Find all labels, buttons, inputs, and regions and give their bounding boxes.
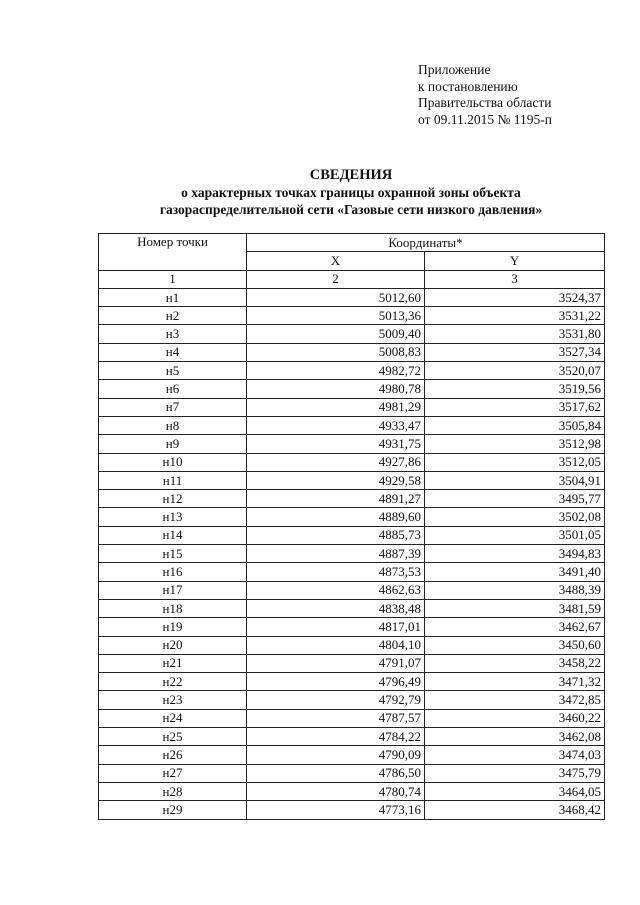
x-coordinate-cell: 4838,48 bbox=[247, 599, 425, 617]
y-coordinate-cell: 3468,42 bbox=[425, 801, 605, 819]
y-coordinate-cell: 3512,98 bbox=[425, 435, 605, 453]
table-row bbox=[99, 508, 605, 526]
point-number-cell: н28 bbox=[99, 782, 247, 800]
table-row bbox=[99, 380, 605, 398]
x-coordinate-cell: 4982,72 bbox=[247, 362, 425, 380]
x-coordinate-cell: 4784,22 bbox=[247, 728, 425, 746]
y-coordinate-cell: 3472,85 bbox=[425, 691, 605, 709]
x-coordinate-cell: 4980,78 bbox=[247, 380, 425, 398]
y-coordinate-cell: 3464,05 bbox=[425, 782, 605, 800]
y-coordinate-cell: 3460,22 bbox=[425, 709, 605, 727]
y-coordinate-cell: 3471,32 bbox=[425, 673, 605, 691]
y-coordinate-cell: 3531,80 bbox=[425, 325, 605, 343]
x-coordinate-cell: 4786,50 bbox=[247, 764, 425, 782]
table-row bbox=[99, 599, 605, 617]
table-row bbox=[99, 490, 605, 508]
point-number-cell: н21 bbox=[99, 654, 247, 672]
point-number-cell: н14 bbox=[99, 526, 247, 544]
column-number: 2 bbox=[247, 270, 425, 288]
table-row bbox=[99, 782, 605, 800]
table-row bbox=[99, 471, 605, 489]
x-coordinate-cell: 5009,40 bbox=[247, 325, 425, 343]
x-coordinate-cell: 4804,10 bbox=[247, 636, 425, 654]
y-coordinate-cell: 3488,39 bbox=[425, 581, 605, 599]
table-row bbox=[99, 709, 605, 727]
x-coordinate-cell: 4787,57 bbox=[247, 709, 425, 727]
y-coordinate-cell: 3501,05 bbox=[425, 526, 605, 544]
y-coordinate-cell: 3458,22 bbox=[425, 654, 605, 672]
table-row bbox=[99, 764, 605, 782]
x-coordinate-cell: 4929,58 bbox=[247, 471, 425, 489]
header-coordinates: Координаты* bbox=[247, 234, 605, 252]
header-point-number: Номер точки bbox=[99, 234, 247, 271]
x-coordinate-cell: 4792,79 bbox=[247, 691, 425, 709]
appendix-line: от 09.11.2015 № 1195-п bbox=[418, 111, 552, 127]
point-number-cell: н18 bbox=[99, 599, 247, 617]
y-coordinate-cell: 3519,56 bbox=[425, 380, 605, 398]
x-coordinate-cell: 5008,83 bbox=[247, 343, 425, 361]
x-coordinate-cell: 4862,63 bbox=[247, 581, 425, 599]
x-coordinate-cell: 4773,16 bbox=[247, 801, 425, 819]
y-coordinate-cell: 3481,59 bbox=[425, 599, 605, 617]
point-number-cell: н11 bbox=[99, 471, 247, 489]
y-coordinate-cell: 3462,67 bbox=[425, 618, 605, 636]
x-coordinate-cell: 4931,75 bbox=[247, 435, 425, 453]
point-number-cell: н16 bbox=[99, 563, 247, 581]
coordinates-table bbox=[98, 233, 605, 820]
point-number-cell: н9 bbox=[99, 435, 247, 453]
table-row bbox=[99, 453, 605, 471]
x-coordinate-cell: 4889,60 bbox=[247, 508, 425, 526]
point-number-cell: н26 bbox=[99, 746, 247, 764]
table-row bbox=[99, 398, 605, 416]
table-row bbox=[99, 435, 605, 453]
y-coordinate-cell: 3450,60 bbox=[425, 636, 605, 654]
point-number-cell: н19 bbox=[99, 618, 247, 636]
point-number-cell: н17 bbox=[99, 581, 247, 599]
y-coordinate-cell: 3502,08 bbox=[425, 508, 605, 526]
y-coordinate-cell: 3520,07 bbox=[425, 362, 605, 380]
header-x: X bbox=[247, 252, 425, 270]
y-coordinate-cell: 3474,03 bbox=[425, 746, 605, 764]
x-coordinate-cell: 4891,27 bbox=[247, 490, 425, 508]
point-number-cell: н2 bbox=[99, 307, 247, 325]
table-row bbox=[99, 362, 605, 380]
table-row bbox=[99, 416, 605, 434]
appendix-line: Правительства области bbox=[418, 95, 552, 110]
y-coordinate-cell: 3505,84 bbox=[425, 416, 605, 434]
table-column-numbers-row bbox=[99, 270, 605, 288]
table-row bbox=[99, 636, 605, 654]
column-number: 1 bbox=[99, 270, 247, 288]
x-coordinate-cell: 4981,29 bbox=[247, 398, 425, 416]
point-number-cell: н23 bbox=[99, 691, 247, 709]
x-coordinate-cell: 4790,09 bbox=[247, 746, 425, 764]
y-coordinate-cell: 3524,37 bbox=[425, 288, 605, 306]
column-number: 3 bbox=[425, 270, 605, 288]
table-row bbox=[99, 526, 605, 544]
table-row bbox=[99, 746, 605, 764]
table-row bbox=[99, 581, 605, 599]
table-row bbox=[99, 288, 605, 306]
point-number-cell: н22 bbox=[99, 673, 247, 691]
appendix-block bbox=[418, 62, 552, 128]
point-number-cell: н24 bbox=[99, 709, 247, 727]
x-coordinate-cell: 4796,49 bbox=[247, 673, 425, 691]
point-number-cell: н20 bbox=[99, 636, 247, 654]
point-number-cell: н4 bbox=[99, 343, 247, 361]
x-coordinate-cell: 4873,53 bbox=[247, 563, 425, 581]
y-coordinate-cell: 3491,40 bbox=[425, 563, 605, 581]
x-coordinate-cell: 4885,73 bbox=[247, 526, 425, 544]
y-coordinate-cell: 3504,91 bbox=[425, 471, 605, 489]
title-subheading: о характерных точках границы охранной зоны объекта bbox=[181, 185, 521, 200]
y-coordinate-cell: 3475,79 bbox=[425, 764, 605, 782]
table-row bbox=[99, 545, 605, 563]
table-row bbox=[99, 307, 605, 325]
table-row bbox=[99, 563, 605, 581]
point-number-cell: н5 bbox=[99, 362, 247, 380]
table-row bbox=[99, 691, 605, 709]
point-number-cell: н1 bbox=[99, 288, 247, 306]
point-number-cell: н29 bbox=[99, 801, 247, 819]
point-number-cell: н8 bbox=[99, 416, 247, 434]
document-title bbox=[98, 166, 604, 218]
table-row bbox=[99, 801, 605, 819]
y-coordinate-cell: 3494,83 bbox=[425, 545, 605, 563]
appendix-line: к постановлению bbox=[418, 78, 518, 94]
y-coordinate-cell: 3531,22 bbox=[425, 307, 605, 325]
title-heading: СВЕДЕНИЯ bbox=[309, 167, 393, 183]
x-coordinate-cell: 4933,47 bbox=[247, 416, 425, 434]
header-y: Y bbox=[425, 252, 605, 270]
y-coordinate-cell: 3462,08 bbox=[425, 728, 605, 746]
table-body bbox=[99, 288, 605, 819]
point-number-cell: н10 bbox=[99, 453, 247, 471]
point-number-cell: н6 bbox=[99, 380, 247, 398]
table-row bbox=[99, 325, 605, 343]
table-row bbox=[99, 654, 605, 672]
point-number-cell: н3 bbox=[99, 325, 247, 343]
y-coordinate-cell: 3527,34 bbox=[425, 343, 605, 361]
appendix-line: Приложение bbox=[418, 62, 491, 77]
table-row bbox=[99, 343, 605, 361]
y-coordinate-cell: 3517,62 bbox=[425, 398, 605, 416]
y-coordinate-cell: 3512,05 bbox=[425, 453, 605, 471]
point-number-cell: н15 bbox=[99, 545, 247, 563]
x-coordinate-cell: 4817,01 bbox=[247, 618, 425, 636]
point-number-cell: н7 bbox=[99, 398, 247, 416]
x-coordinate-cell: 5013,36 bbox=[247, 307, 425, 325]
title-subheading: газораспределительной сети «Газовые сети низкого давления» bbox=[159, 202, 543, 217]
point-number-cell: н12 bbox=[99, 490, 247, 508]
y-coordinate-cell: 3495,77 bbox=[425, 490, 605, 508]
x-coordinate-cell: 4780,74 bbox=[247, 782, 425, 800]
point-number-cell: н25 bbox=[99, 728, 247, 746]
point-number-cell: н13 bbox=[99, 508, 247, 526]
x-coordinate-cell: 4927,86 bbox=[247, 453, 425, 471]
x-coordinate-cell: 4887,39 bbox=[247, 545, 425, 563]
x-coordinate-cell: 4791,07 bbox=[247, 654, 425, 672]
x-coordinate-cell: 5012,60 bbox=[247, 288, 425, 306]
table-row bbox=[99, 618, 605, 636]
table-row bbox=[99, 673, 605, 691]
point-number-cell: н27 bbox=[99, 764, 247, 782]
table-header-row bbox=[99, 234, 605, 252]
table-row bbox=[99, 728, 605, 746]
